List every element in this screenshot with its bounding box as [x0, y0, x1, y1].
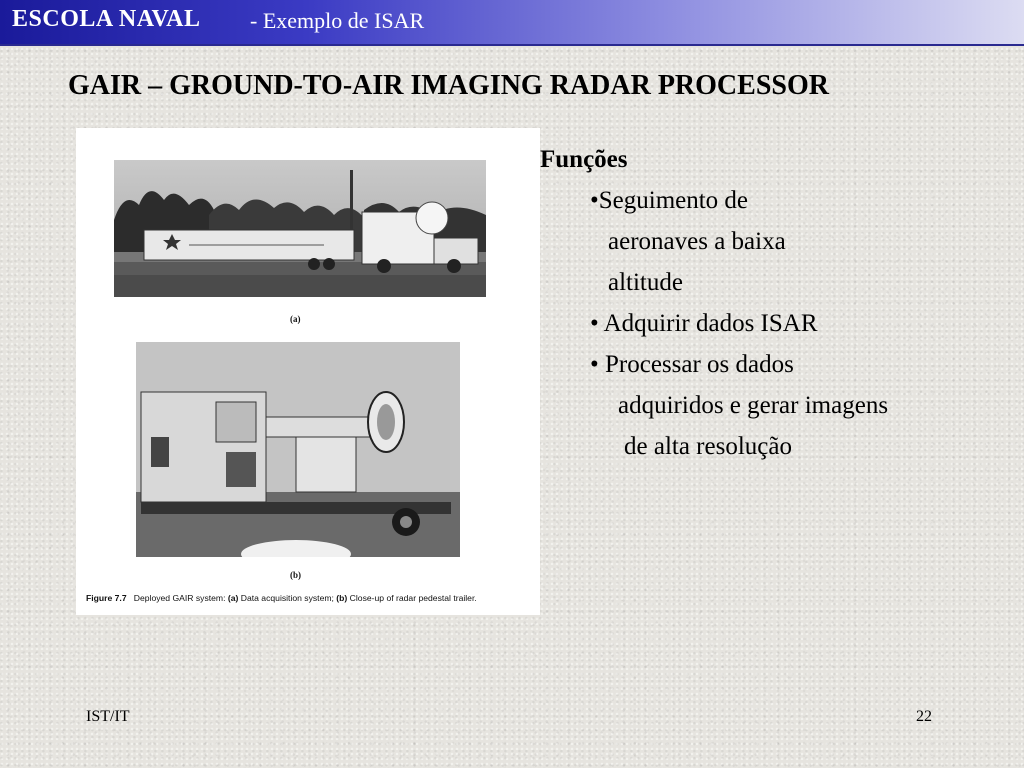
function-item: [540, 344, 888, 467]
slide-title: GAIR – GROUND-TO-AIR IMAGING RADAR PROCESSOR: [68, 70, 829, 101]
caption-a-text: Data acquisition system;: [238, 593, 337, 603]
radar-pedestal-photo-svg: [136, 342, 460, 557]
function-item: [540, 180, 888, 303]
functions-section: [540, 146, 888, 467]
figure-label-b: (b): [290, 570, 301, 580]
trucks-photo-svg: [114, 160, 486, 297]
caption-b-text: Close-up of radar pedestal trailer.: [347, 593, 477, 603]
caption-b-tag: (b): [336, 593, 348, 603]
function-item: [540, 303, 888, 344]
function-line: altitude: [608, 269, 683, 296]
function-line: adquiridos e gerar imagens: [618, 392, 889, 419]
caption-prefix: Figure 7.7: [86, 593, 127, 603]
trucks-photo: [114, 160, 486, 297]
figure-panel: [76, 128, 540, 615]
caption-a-tag: (a): [227, 593, 239, 603]
figure-caption: [86, 593, 536, 603]
radar-pedestal-photo: [136, 342, 460, 557]
function-line: •Seguimento de: [590, 187, 749, 214]
function-line: • Processar os dados: [590, 351, 794, 378]
header-bar: [0, 0, 1024, 46]
functions-heading: Funções: [540, 146, 628, 173]
brand-title: ESCOLA NAVAL: [12, 6, 201, 32]
header-subtitle: - Exemplo de ISAR: [250, 8, 425, 33]
function-line: aeronaves a baixa: [608, 228, 786, 255]
function-line: • Adquirir dados ISAR: [590, 310, 818, 337]
page-number: 22: [916, 708, 932, 725]
figure-label-a: (a): [290, 314, 301, 324]
function-line: de alta resolução: [624, 433, 792, 460]
footer-institution: IST/IT: [86, 708, 130, 725]
caption-text: Deployed GAIR system:: [133, 593, 228, 603]
